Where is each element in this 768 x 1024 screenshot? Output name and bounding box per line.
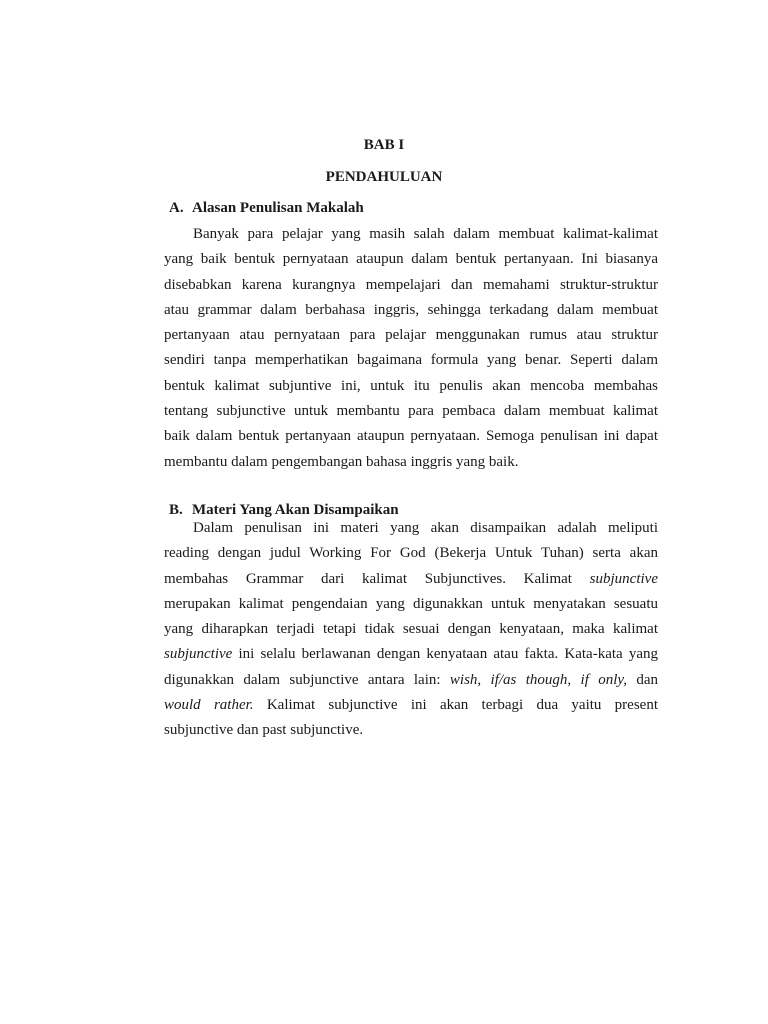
paragraph-line (164, 668, 658, 693)
section-a-paragraph (164, 222, 658, 475)
paragraph-line: tentang subjunctive untuk membantu para pembaca dalam membuat kalimat (164, 403, 658, 420)
line-text: Kalimat subjunctive ini akan terbagi dua yaitu present (266, 697, 658, 714)
section-a-marker: A. (169, 200, 184, 216)
paragraph-line: atau grammar dalam berbahasa inggris, sehingga terkadang dalam membuat (164, 301, 658, 318)
paragraph-line: yang diharapkan terjadi tetapi tidak sesuai dengan kenyataan, maka kalimat (164, 621, 658, 638)
line-text: ini selalu berlawanan dengan kenyataan atau fakta. Kata-kata yang (238, 646, 659, 663)
paragraph-line: sendiri tanpa memperhatikan bagaimana formula yang benar. Seperti dalam (164, 352, 658, 369)
line-text: dan (636, 671, 659, 688)
line-text: membahas Grammar dari kalimat Subjunctives. Kalimat (164, 570, 572, 587)
paragraph-line: Banyak para pelajar yang masih salah dalam membuat kalimat-kalimat (193, 226, 658, 242)
section-b-paragraph (164, 516, 658, 744)
section-a-heading (169, 200, 364, 217)
chapter-number: BAB I (363, 137, 405, 153)
section-a-title: Alasan Penulisan Makalah (192, 200, 364, 216)
paragraph-line: disebabkan karena kurangnya mempelajari dan memahami struktur-struktur (164, 276, 658, 293)
paragraph-line (164, 567, 658, 592)
paragraph-line: yang baik bentuk pernyataan ataupun dalam bentuk pertanyaan. Ini biasanya (164, 251, 658, 268)
paragraph-line: pertanyaan atau pernyataan para pelajar menggunakan rumus atau struktur (164, 327, 658, 344)
italic-term: subjunctive (589, 570, 658, 587)
paragraph-line: Dalam penulisan ini materi yang akan disampaikan adalah meliputi (193, 520, 658, 536)
italic-term: subjunctive (164, 646, 233, 663)
paragraph-line: membantu dalam pengembangan bahasa inggris yang baik. (164, 453, 519, 470)
section-b-marker: B. (169, 502, 183, 518)
paragraph-line (164, 642, 658, 667)
line-text: digunakkan dalam subjunctive antara lain: (164, 671, 441, 688)
paragraph-line: subjunctive dan past subjunctive. (164, 722, 364, 739)
paragraph-line: bentuk kalimat subjuntive ini, untuk itu penulis akan mencoba membahas (164, 377, 658, 394)
chapter-title: PENDAHULUAN (325, 169, 443, 185)
section-b-title: Materi Yang Akan Disampaikan (192, 502, 399, 518)
paragraph-line: reading dengan judul Working For God (Bekerja Untuk Tuhan) serta akan (164, 545, 658, 562)
paragraph-line (164, 693, 658, 718)
paragraph-line: merupakan kalimat pengendaian yang digunakkan untuk menyatakan sesuatu (164, 595, 658, 612)
italic-term: wish, if/as though, if only, (449, 671, 627, 688)
paragraph-line: baik dalam bentuk pertanyaan ataupun pernyataan. Semoga penulisan ini dapat (164, 428, 658, 445)
italic-term: would rather. (164, 697, 254, 714)
